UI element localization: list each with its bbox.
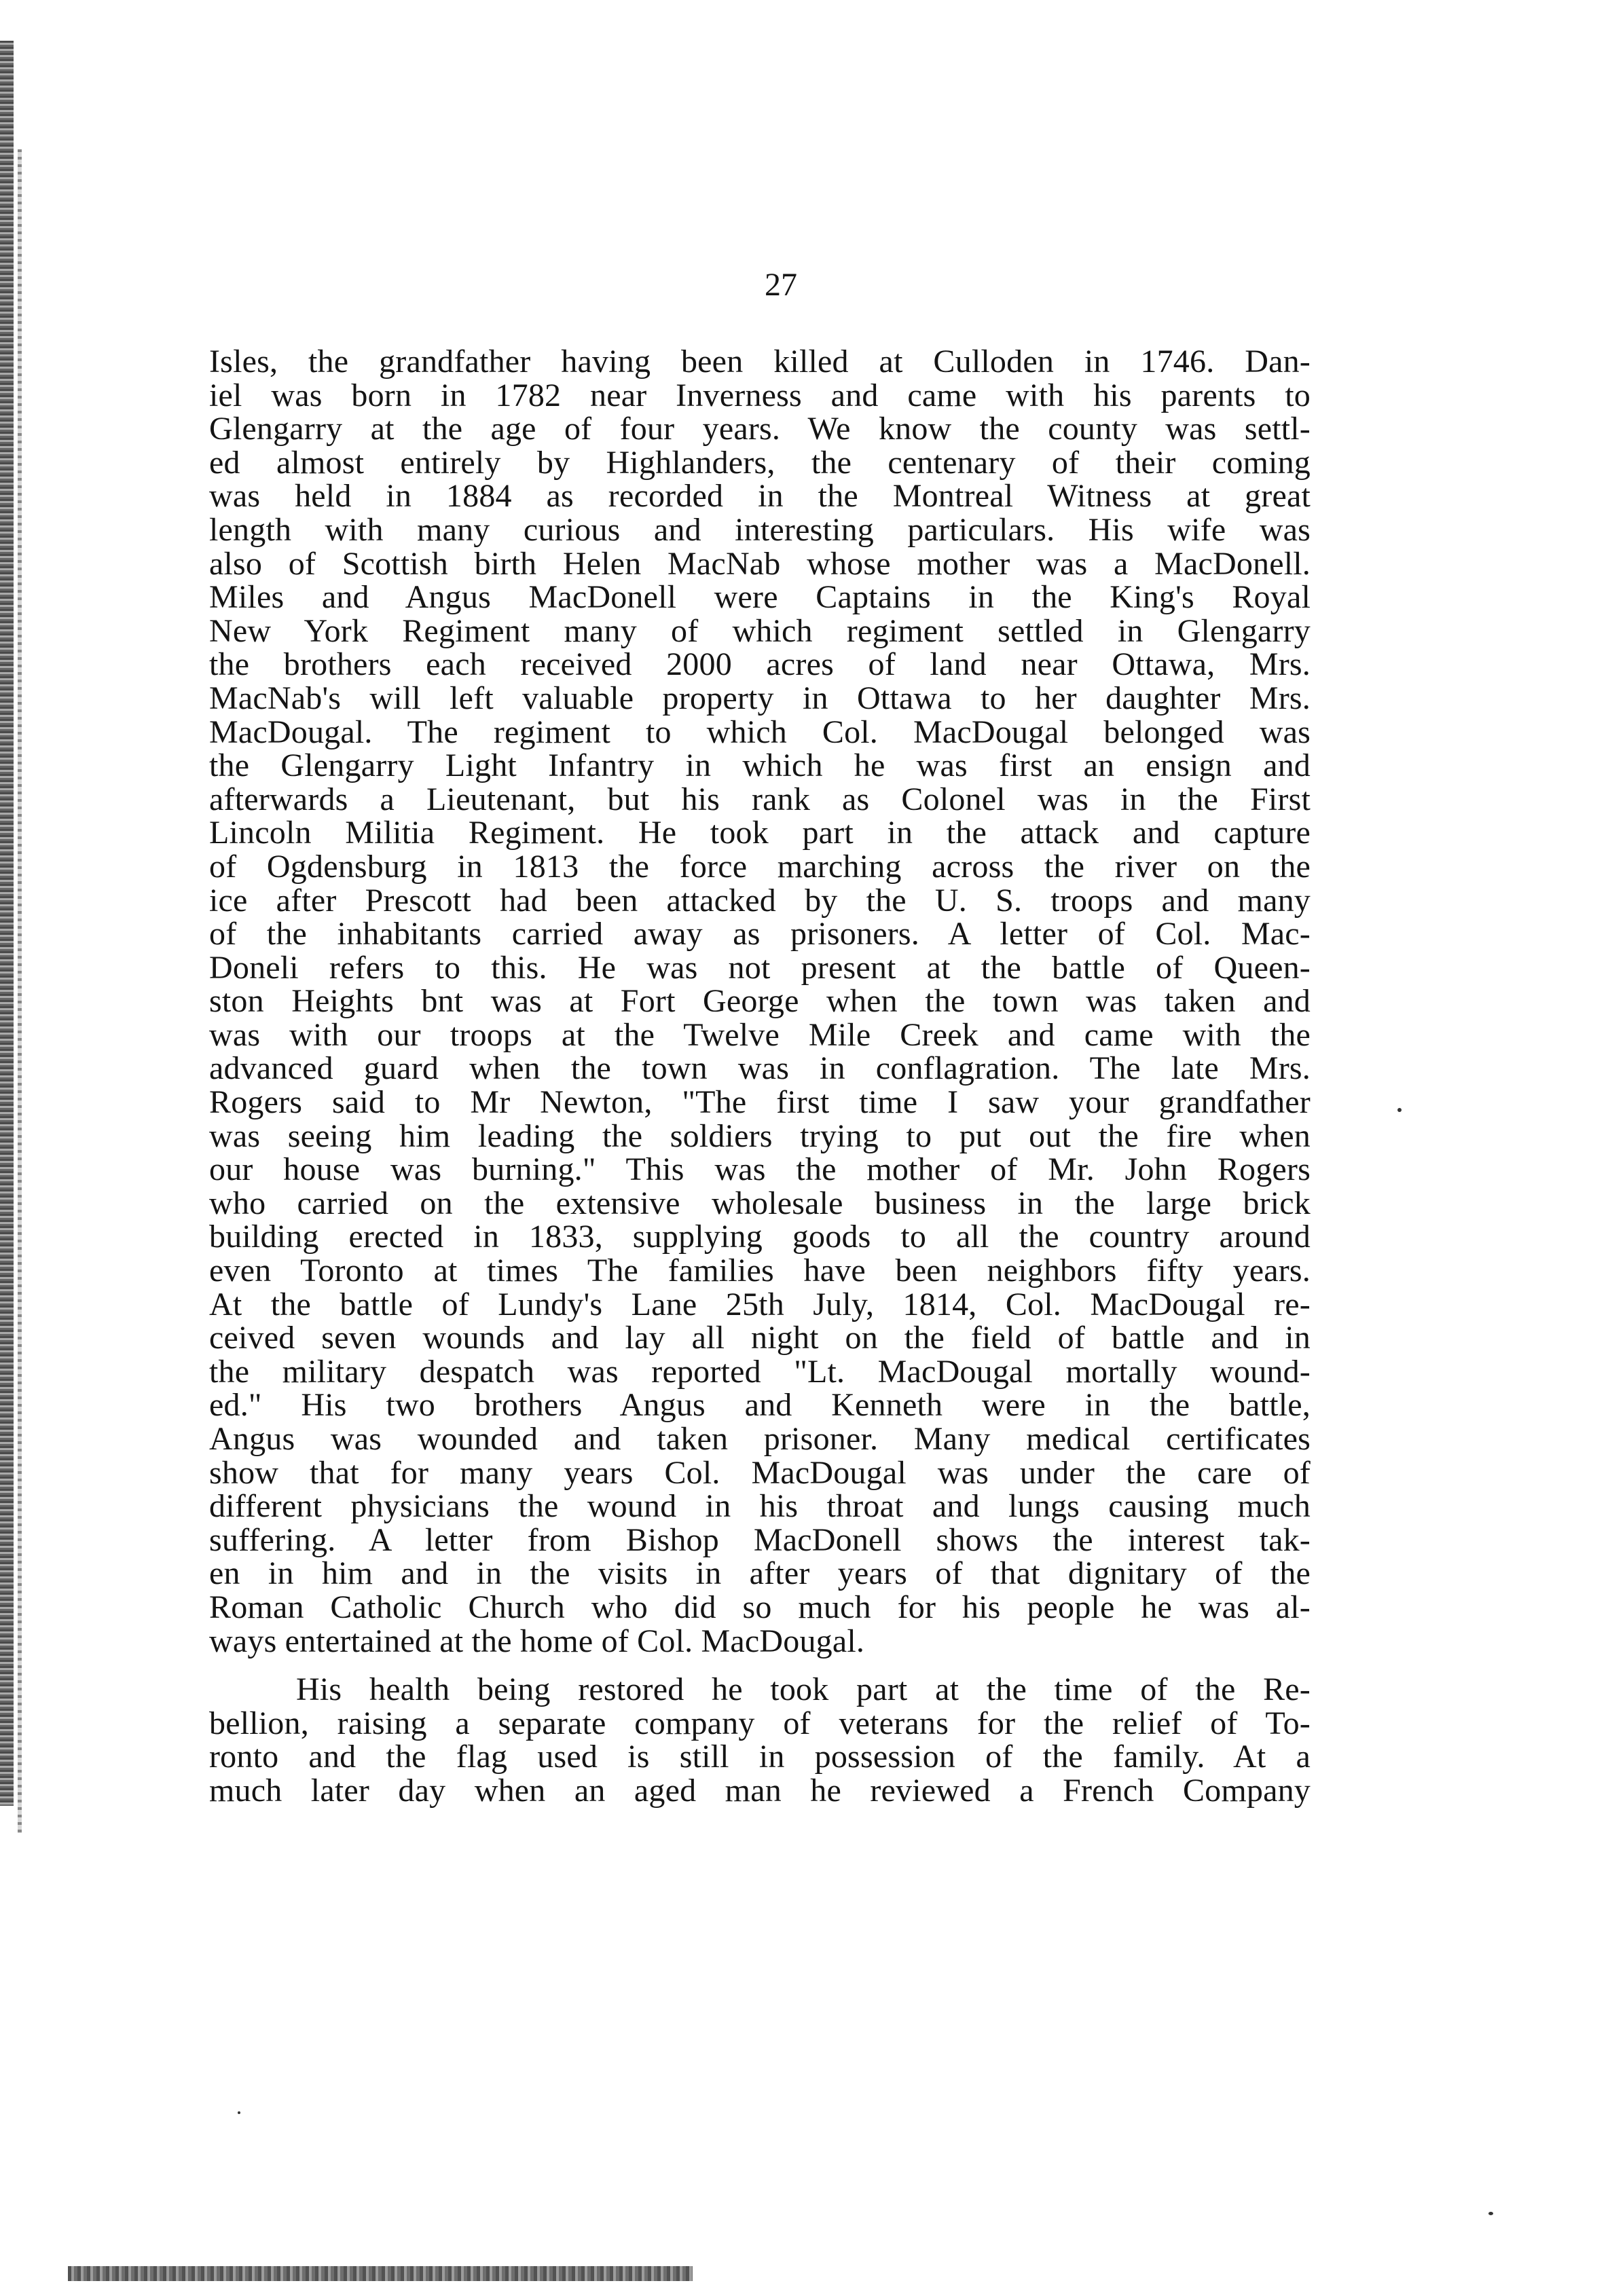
text-line: ways entertained at the home of Col. MacDougal. [209,1623,865,1659]
scan-speck [1397,1108,1402,1112]
text-line: Glengarry at the age of four years. We know the county was settl- [209,411,1311,447]
text-line: much later day when an aged man he reviewed a French Company [209,1772,1311,1809]
text-line: Isles, the grandfather having been killed at Culloden in 1746. Dan- [209,344,1311,379]
text-line: of the inhabitants carried away as prisoners. A letter of Col. Mac- [209,916,1311,952]
scan-speck [238,2111,240,2114]
page-number: 27 [765,267,797,303]
text-line: length with many curious and interesting particulars. His wife was [209,511,1311,548]
text-line: ston Heights bnt was at Fort George when the town was taken and [209,983,1311,1020]
scan-binding-shadow [18,149,22,1833]
text-line: ice after Prescott had been attacked by the U. S. troops and many [209,882,1311,919]
scan-speck [1488,2212,1493,2215]
text-line: ed almost entirely by Highlanders, the centenary of their coming [209,444,1311,481]
text-line: Doneli refers to this. He was not present at the battle of Queen- [209,949,1311,986]
text-line: of Ogdensburg in 1813 the force marching across the river on the [209,848,1311,885]
text-line: also of Scottish birth Helen MacNab whose mother was a MacDonell. [209,545,1311,582]
text-line: Lincoln Militia Regiment. He took part in the attack and capture [209,815,1311,851]
text-line: Miles and Angus MacDonell were Captains in the King's Royal [209,579,1311,616]
text-line: iel was born in 1782 near Inverness and came with his parents to [209,377,1311,413]
text-line: our house was burning." This was the mother of Mr. John Rogers [209,1151,1311,1188]
text-line: Rogers said to Mr Newton, "The first time I saw your grandfather [209,1084,1311,1121]
text-line: ronto and the flag used is still in possession of the family. At a [209,1739,1311,1775]
paragraph-1 [209,345,1311,1658]
text-line: the military despatch was reported "Lt. MacDougal mortally wound- [209,1353,1311,1390]
text-line: Roman Catholic Church who did so much for his people he was al- [209,1589,1311,1625]
text-line: en in him and in the visits in after years of that dignitary of the [209,1555,1311,1592]
text-line: advanced guard when the town was in conflagration. The late Mrs. [209,1050,1311,1087]
text-line: was seeing him leading the soldiers trying to put out the fire when [209,1117,1311,1154]
text-line: bellion, raising a separate company of veterans for the relief of To- [209,1705,1311,1741]
text-line: MacDougal. The regiment to which Col. MacDougal belonged was [209,714,1311,750]
text-line: who carried on the extensive wholesale business in the large brick [209,1185,1311,1221]
text-line: suffering. A letter from Bishop MacDonell shows the interest tak- [209,1521,1311,1558]
text-line: even Toronto at times The families have been neighbors fifty years. [209,1253,1311,1289]
text-line: His health being restored he took part at the time of the Re- [296,1671,1311,1708]
text-line: was held in 1884 as recorded in the Montreal Witness at great [209,478,1311,515]
text-line: the Glengarry Light Infantry in which he was first an ensign and [209,747,1311,784]
scan-bottom-edge [68,2266,693,2281]
paragraph-2 [209,1673,1311,1807]
scan-binding-edge [0,41,14,1806]
text-line: At the battle of Lundy's Lane 25th July, 1814, Col. MacDougal re- [209,1286,1311,1322]
text-line: afterwards a Lieutenant, but his rank as Colonel was in the First [209,781,1311,817]
text-line: building erected in 1833, supplying goods to all the country around [209,1219,1311,1255]
body-text [209,345,1311,1808]
text-line: Angus was wounded and taken prisoner. Many medical certificates [209,1421,1311,1457]
text-line: show that for many years Col. MacDougal was under the care of [209,1454,1311,1491]
text-line: New York Regiment many of which regiment settled in Glengarry [209,612,1311,649]
text-line: the brothers each received 2000 acres of land near Ottawa, Mrs. [209,646,1311,683]
text-line: was with our troops at the Twelve Mile Creek and came with the [209,1016,1311,1053]
text-line: different physicians the wound in his throat and lungs causing much [209,1488,1311,1525]
text-line: ceived seven wounds and lay all night on the field of battle and in [209,1320,1311,1356]
text-line: ed." His two brothers Angus and Kenneth were in the battle, [209,1387,1311,1424]
paragraph-gap [209,1658,1311,1673]
text-line: MacNab's will left valuable property in Ottawa to her daughter Mrs. [209,680,1311,716]
